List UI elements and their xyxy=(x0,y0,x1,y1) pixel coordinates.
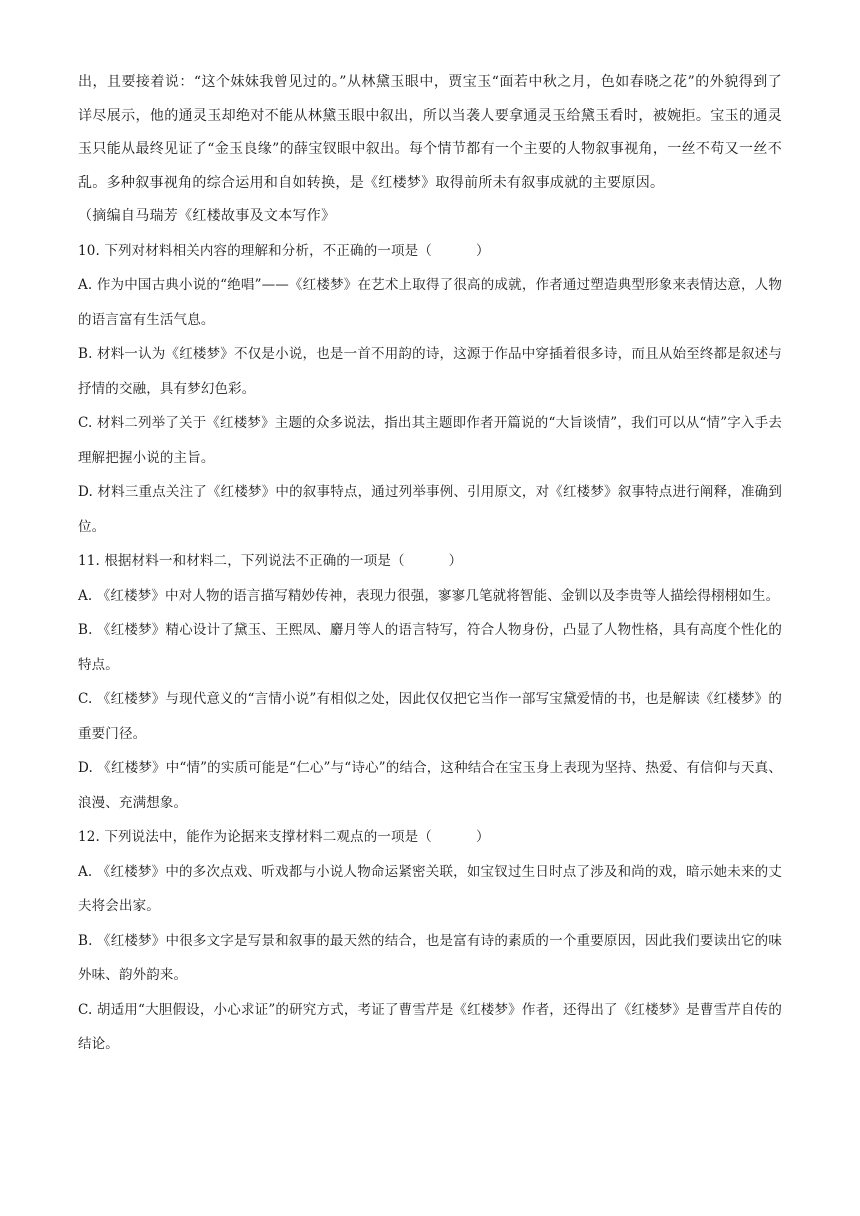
passage-source: （摘编自马瑞芳《红楼故事及文本写作》 xyxy=(78,208,336,224)
passage-paragraph: 出，且要接着说：“这个妹妹我曾见过的。”从林黛玉眼中，贾宝玉“面若中秋之月，色如春晓之花”的外貌得到了详尽展示，他的通灵玉却绝对不能从林黛玉眼中叙出，所以当袭人要拿通灵玉给黛玉看时，被婉拒。宝玉的通灵玉只能从最终见证了“金玉良缘”的薛宝钗眼中叙出。每个情节都有一个主要的人物叙事视角，一丝不苟又一丝不乱。多种叙事视角的综合运用和自如转换，是《红楼梦》取得前所未有叙事成就的主要原因。 xyxy=(78,74,782,191)
question-stem-text: 10. 下列对材料相关内容的理解和分析，不正确的一项是（ xyxy=(78,242,432,259)
option-d: D. 材料三重点关注了《红楼梦》中的叙事特点，通过列举事例、引用原文，对《红楼梦》叙事特点进行阐释，准确到位。 xyxy=(78,484,782,535)
question-10 xyxy=(78,234,782,545)
option-b: B. 《红楼梦》精心设计了黛玉、王熙凤、麝月等人的语言特写，符合人物身份，凸显了人物性格，具有高度个性化的特点。 xyxy=(78,622,782,673)
question-stem-text: 12. 下列说法中，能作为论据来支撑材料二观点的一项是（ xyxy=(78,829,432,845)
question-stem-close: ） xyxy=(475,829,490,845)
option-a: A. 《红楼梦》中的多次点戏、听戏都与小说人物命运紧密关联，如宝钗过生日时点了涉及和尚的戏，暗示她未来的丈夫将会出家。 xyxy=(78,863,782,914)
option-b: B. 《红楼梦》中很多文字是写景和叙事的最天然的结合，也是富有诗的素质的一个重要原因，因此我们要读出它的味外味、韵外韵来。 xyxy=(78,932,782,983)
option-a: A. 作为中国古典小说的“绝唱”——《红楼梦》在艺术上取得了很高的成就，作者通过塑造典型形象来表情达意，人物的语言富有生活气息。 xyxy=(78,277,782,328)
document-page xyxy=(78,66,782,1062)
option-c: C. 《红楼梦》与现代意义的“言情小说”有相似之处，因此仅仅把它当作一部写宝黛爱情的书，也是解读《红楼梦》的重要门径。 xyxy=(78,691,782,742)
option-c: C. 胡适用“大胆假设，小心求证”的研究方式，考证了曹雪芹是《红楼梦》作者，还得出了《红楼梦》是曹雪芹自传的结论。 xyxy=(78,1001,782,1052)
question-12 xyxy=(78,820,782,1062)
question-11 xyxy=(78,544,782,820)
option-d: D. 《红楼梦》中“情”的实质可能是“仁心”与“诗心”的结合，这种结合在宝玉身上表现为坚持、热爱、有信仰与天真、浪漫、充满想象。 xyxy=(78,760,782,811)
question-stem xyxy=(78,234,782,269)
question-stem xyxy=(78,544,782,579)
passage-section xyxy=(78,66,782,234)
option-c: C. 材料二列举了关于《红楼梦》主题的众多说法，指出其主题即作者开篇说的“大旨谈情”，我们可以从“情”字入手去理解把握小说的主旨。 xyxy=(78,415,782,466)
option-a: A. 《红楼梦》中对人物的语言描写精妙传神，表现力很强，寥寥几笔就将智能、金钏以及李贵等人描绘得栩栩如生。 xyxy=(78,587,780,604)
question-stem xyxy=(78,820,782,855)
question-stem-close: ） xyxy=(475,242,490,259)
question-stem-close: ） xyxy=(448,553,463,569)
question-stem-text: 11. 根据材料一和材料二，下列说法不正确的一项是（ xyxy=(78,553,405,569)
option-b: B. 材料一认为《红楼梦》不仅是小说，也是一首不用韵的诗，这源于作品中穿插着很多诗，而且从始至终都是叙述与抒情的交融，具有梦幻色彩。 xyxy=(78,346,782,397)
